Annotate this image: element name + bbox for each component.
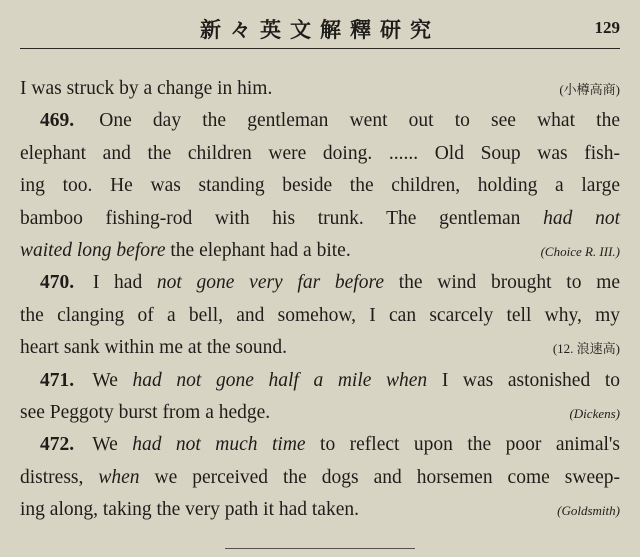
line-text: ing too. He was standing beside the children, holding a large [20,175,620,197]
line-text: we perceived the dogs and horsemen come sweep- [154,466,620,488]
line-text: I had [92,272,143,294]
page-number: 129 [594,18,620,37]
source-citation-text: (Choice R. III.) [540,243,620,259]
source-citation [557,495,620,527]
text-line [20,73,620,105]
paragraph-470-line-1 [20,267,620,299]
page-header [20,8,620,44]
line-text: ing along, taking the very path it had taken. [20,499,359,521]
footer-rule [225,548,415,549]
line-text: We [92,434,118,456]
paragraph-472-line-1 [20,429,620,461]
line-text: the clanging of a bell, and somehow, I can scarcely tell why, my [20,304,620,326]
example-number: 472. [40,434,75,456]
source-citation-text: (Goldsmith) [557,503,620,519]
emphasized-text: when [98,466,140,488]
line-text: see Peggoty burst from a hedge. [20,401,271,423]
source-citation: (12. 浪速高) [552,341,620,357]
example-number: 469. [40,110,75,132]
emphasized-text: had not much time [132,434,306,456]
paragraph-472-line-3 [20,494,620,526]
paragraph-470-line-3 [20,332,620,364]
example-number: 471. [40,369,75,391]
line-text: I was struck by a change in him. [20,78,273,99]
paragraph-469-line-4 [20,203,620,235]
source-citation-text: (Dickens) [569,405,620,421]
line-text: to reflect upon the poor animal's [320,434,621,456]
line-text: the elephant had a bite. [170,239,351,261]
line-text: One day the gentleman went out to see what the [99,110,620,132]
line-text: the wind brought to me [398,272,621,294]
paragraph-470-line-2 [20,300,620,332]
paragraph-471-line-2 [20,397,620,429]
header-rule [20,48,620,49]
emphasized-text: had not [543,207,621,229]
paragraph-469-line-3 [20,170,620,202]
line-text: I was astonished to [441,369,620,391]
source-citation [569,398,620,430]
line-text: bamboo fishing-rod with his trunk. The gentleman [20,207,521,229]
paragraph-469-line-1 [20,105,620,137]
line-text: distress, [20,466,84,488]
paragraph-472-line-2 [20,462,620,494]
line-text: elephant and the children were doing. ...... Old Soup was fish- [20,142,620,164]
paragraph-469-line-5 [20,235,620,267]
line-text: We [92,369,118,391]
example-number: 470. [40,272,75,294]
line-text: heart sank within me at the sound. [20,337,287,359]
emphasized-text: not gone very far before [156,272,384,294]
paragraph-471-line-1 [20,365,620,397]
source-citation: (小樽高商) [559,82,620,97]
source-citation [541,236,620,268]
page-body [20,73,620,526]
running-title: 新々英文解釋研究 [200,18,440,42]
emphasized-text: had not gone half a mile when [132,369,428,391]
paragraph-469-line-2 [20,138,620,170]
emphasized-text: waited long before [20,239,166,261]
